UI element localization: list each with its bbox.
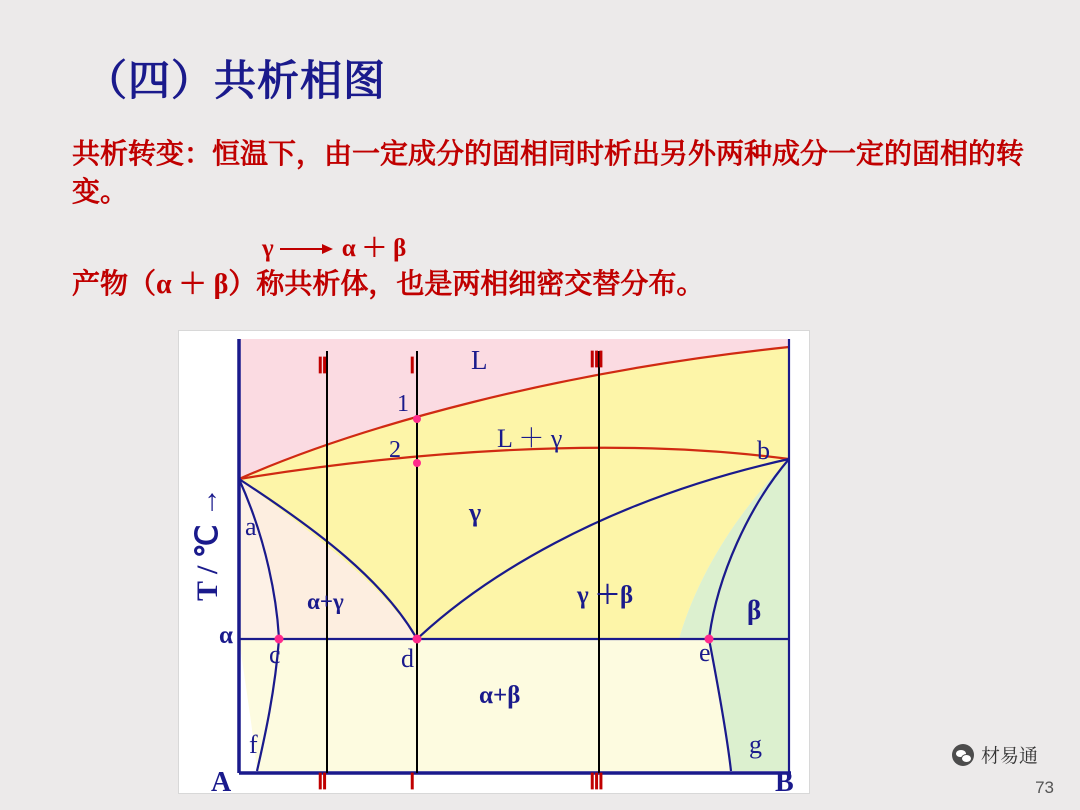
alloy-top-label-II: Ⅱ	[317, 353, 328, 378]
point-label-g: g	[749, 730, 762, 759]
point-label-a: a	[245, 512, 257, 541]
point-label-2: 2	[389, 437, 401, 463]
axis-corner-A: A	[211, 767, 232, 791]
region-label-alpha: α	[219, 622, 233, 649]
axis-corner-B: B	[775, 767, 794, 791]
reaction-product: α ＋ β	[341, 235, 407, 262]
region-label-L-gamma: L ＋ γ	[497, 424, 563, 453]
footer-brand-label: 材易通	[980, 746, 1038, 767]
point-label-b: b	[757, 436, 770, 465]
alloy-bottom-label-III: Ⅲ	[589, 769, 605, 791]
eutectoid-phase-diagram	[178, 330, 810, 794]
marker-point-d	[413, 635, 422, 644]
axis-label-temperature: T / ℃ →	[191, 487, 224, 601]
alloy-top-label-I: Ⅰ	[409, 353, 416, 378]
page-title: （四）共析相图	[85, 59, 387, 105]
point-label-d: d	[401, 644, 414, 673]
region-label-L: L	[471, 345, 488, 375]
point-label-e: e	[699, 638, 711, 667]
arrow-right-icon	[280, 243, 336, 253]
marker-point-2	[413, 459, 421, 467]
reaction-reactant: γ	[262, 235, 274, 262]
point-label-f: f	[249, 730, 258, 759]
reaction-equation	[262, 228, 406, 264]
alloy-top-label-III: Ⅲ	[589, 347, 605, 372]
region-label-gamma: γ	[469, 498, 482, 527]
point-label-c: c	[269, 640, 281, 669]
wechat-icon	[952, 744, 974, 766]
footer-brand	[952, 741, 1038, 768]
definition-paragraph: 共析转变：恒温下，由一定成分的固相同时析出另外两种成分一定的固相的转变。	[72, 139, 1025, 208]
region-label-alpha-beta: α+β	[479, 682, 521, 709]
point-label-1: 1	[397, 391, 409, 417]
region-label-gamma-beta: γ ＋β	[577, 582, 634, 609]
marker-point-1	[413, 415, 421, 423]
alloy-bottom-label-I: Ⅰ	[409, 769, 416, 791]
product-paragraph: 产物（α ＋ β）称共析体，也是两相细密交替分布。	[72, 269, 705, 300]
alloy-bottom-label-II: Ⅱ	[317, 769, 328, 791]
region-label-beta: β	[747, 595, 762, 625]
region-label-alpha-gamma: α+γ	[307, 589, 344, 614]
page-number: 73	[1035, 778, 1054, 797]
